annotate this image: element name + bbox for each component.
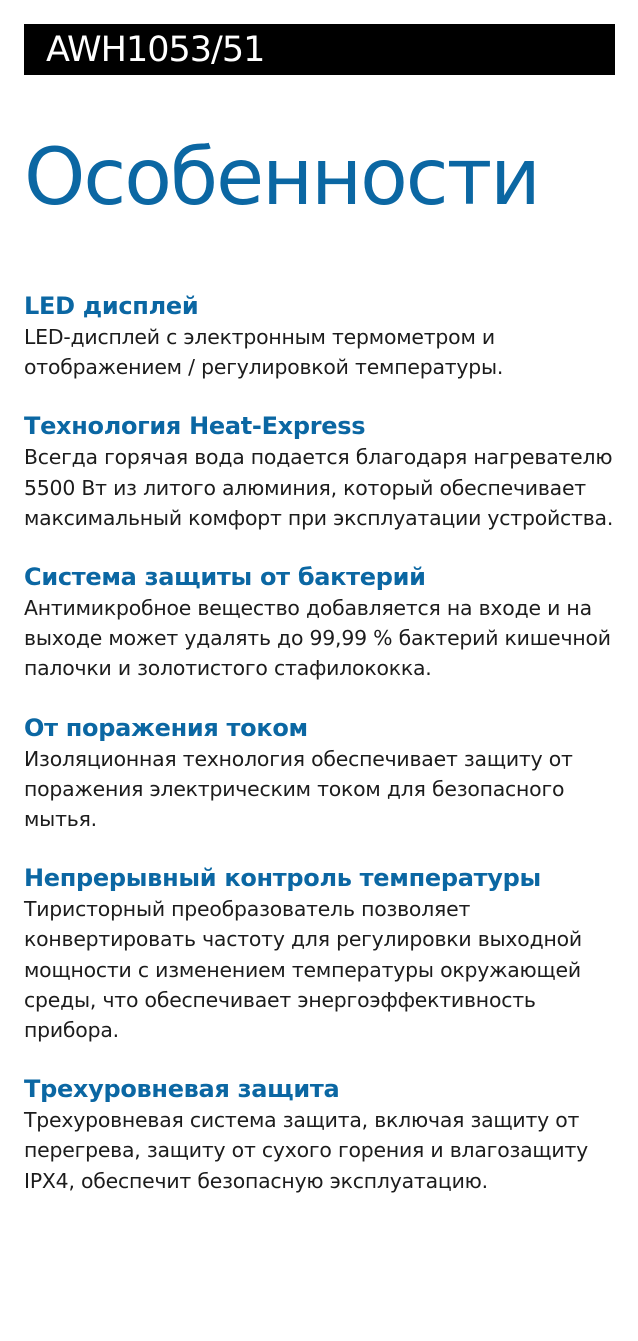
- feature-description: LED-дисплей с электронным термометром и отображением / регулировкой температуры.: [24, 325, 504, 380]
- feature-title: Технология Heat-Express: [24, 412, 366, 441]
- feature-title: Непрерывный контроль температуры: [24, 864, 541, 893]
- feature-temperature-control: [24, 862, 624, 1045]
- feature-description: Антимикробное вещество добавляется на входе и на выходе может удалять до 99,99 % бактерий кишечной палочки и золотистого стафилококка.: [24, 596, 611, 681]
- feature-title: Трехуровневая защита: [24, 1075, 340, 1104]
- feature-bacteria-protection: [24, 561, 624, 684]
- model-number: AWH1053/51: [46, 30, 265, 70]
- feature-title: От поражения током: [24, 713, 308, 742]
- feature-shock-protection: [24, 712, 624, 835]
- page-title: Особенности: [24, 133, 539, 223]
- feature-description: Всегда горячая вода подается благодаря нагревателю 5500 Вт из литого алюминия, который обеспечивает максимальный комфорт при эксплуатации устройства.: [24, 445, 614, 530]
- feature-heat-express: [24, 410, 624, 533]
- feature-description: Трехуровневая система защита, включая защиту от перегрева, защиту от сухого горения и влагозащиту IPX4, обеспечит безопасную эксплуатацию.: [24, 1108, 589, 1193]
- feature-description: Тиристорный преобразователь позволяет конвертировать частоту для регулировки выходной мощности с изменением температуры окружающей среды, что обеспечивает энергоэффективность прибора.: [24, 897, 582, 1043]
- features-list: [24, 290, 624, 1224]
- feature-description: Изоляционная технология обеспечивает защиту от поражения электрическим током для безопасного мытья.: [24, 746, 573, 832]
- feature-three-level-protection: [24, 1073, 624, 1196]
- feature-title: Система защиты от бактерий: [24, 563, 426, 592]
- feature-title: LED дисплей: [24, 292, 199, 320]
- model-header-bar: [24, 24, 615, 75]
- feature-led-display: [24, 290, 624, 382]
